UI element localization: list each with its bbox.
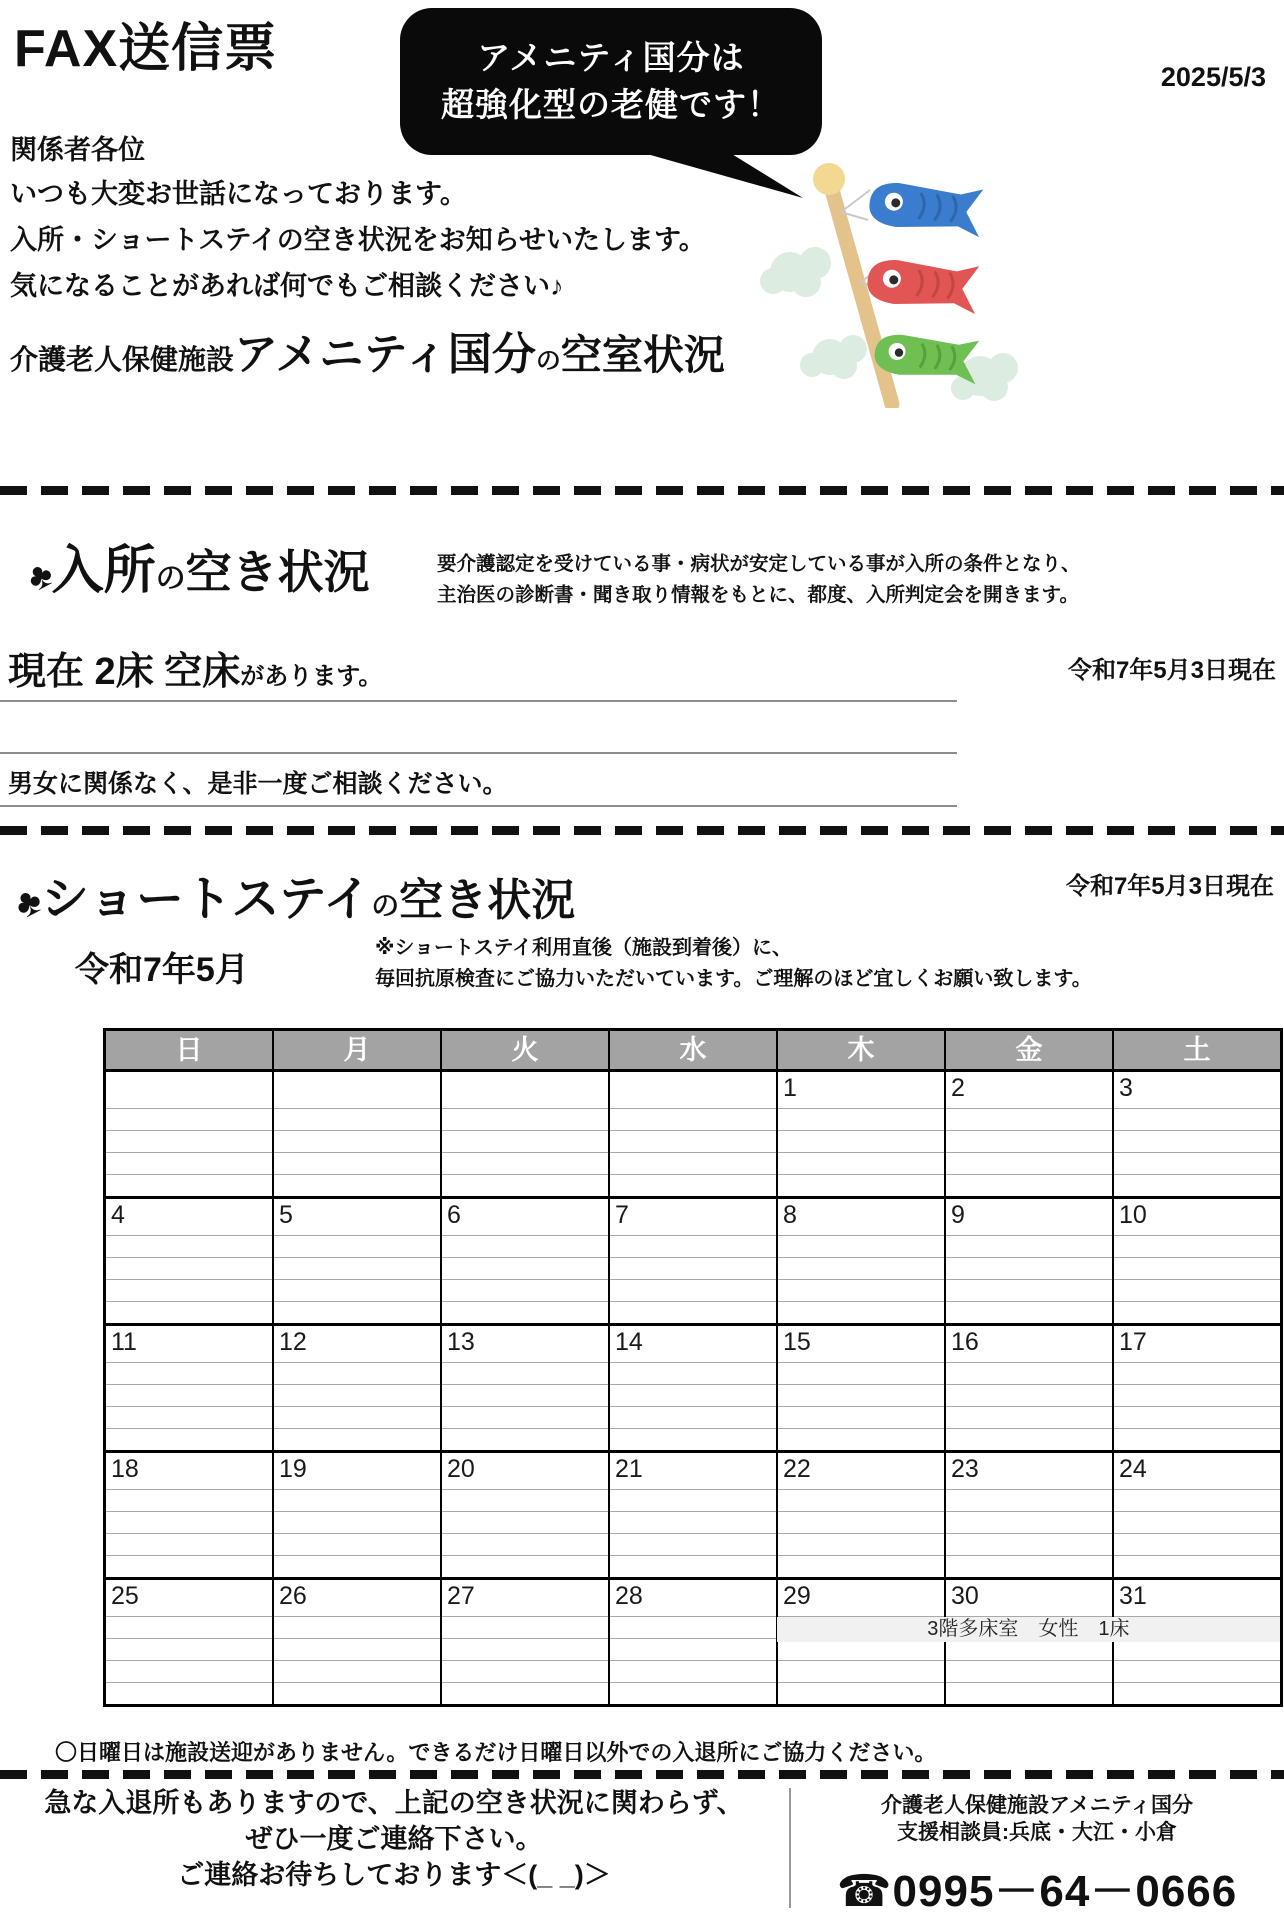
calendar-note-line [442, 1489, 608, 1511]
vacancy-suffix: があります。 [240, 663, 383, 690]
shortstay-heading-main: ショートステイ [40, 873, 372, 926]
calendar-note-line [1114, 1130, 1280, 1152]
calendar-note-line [946, 1555, 1112, 1577]
calendar-day-cell [440, 1326, 608, 1450]
calendar-day-cell [440, 1580, 608, 1704]
calendar-day-cell [272, 1453, 440, 1577]
calendar-week-row [106, 1450, 1280, 1577]
calendar-note-line [778, 1428, 944, 1450]
calendar-note-line [946, 1108, 1112, 1130]
calendar-note-line [610, 1511, 776, 1533]
calendar-note-line [778, 1555, 944, 1577]
calendar-note-line [442, 1235, 608, 1257]
calendar-note-line [106, 1682, 272, 1704]
calendar-note-line [442, 1152, 608, 1174]
calendar-day-cell [944, 1580, 1112, 1704]
calendar-note-line [778, 1384, 944, 1406]
admission-note: 男女に関係なく、是非一度ご相談ください。 [8, 770, 508, 798]
footer-facility-name: 介護老人保健施設アメニティ国分 [880, 1794, 1194, 1817]
calendar-day-cell [1112, 1326, 1280, 1450]
shortstay-note-line1: ※ショートステイ利用直後（施設到着後）に、 [375, 937, 793, 959]
calendar-note-line [1114, 1362, 1280, 1384]
calendar-note-line [442, 1257, 608, 1279]
shortstay-section-heading [7, 860, 576, 929]
calendar-day-cell [776, 1453, 944, 1577]
calendar-day-header: 土 [1112, 1031, 1280, 1069]
calendar-day-cell [106, 1326, 272, 1450]
speech-bubble-line1: アメニティ国分は [477, 39, 745, 77]
calendar-date-number: 11 [111, 1328, 137, 1356]
calendar-note-line [442, 1638, 608, 1660]
calendar-note-line [946, 1511, 1112, 1533]
admission-as-of-date: 令和7年5月3日現在 [1067, 657, 1276, 684]
speech-bubble [400, 8, 822, 155]
calendar-day-header: 火 [440, 1031, 608, 1069]
calendar-date-number: 10 [1119, 1201, 1147, 1229]
ruled-line-3 [0, 805, 957, 807]
calendar-note-line [610, 1384, 776, 1406]
calendar-note-line [1114, 1511, 1280, 1533]
calendar-note-line [442, 1384, 608, 1406]
calendar-day-cell [272, 1072, 440, 1196]
calendar-note-line [442, 1301, 608, 1323]
ruled-line-2 [0, 752, 957, 754]
admission-conditions-line2: 主治医の診断書・聞き取り情報をもとに、都度、入所判定会を開きます。 [437, 584, 1079, 607]
calendar-day-cell [106, 1453, 272, 1577]
calendar-week-row [106, 1323, 1280, 1450]
calendar-week-row [106, 1577, 1280, 1704]
calendar-note-line [946, 1384, 1112, 1406]
vacancy-count: 現在 2床 空床 [8, 651, 241, 693]
calendar-note-line [946, 1406, 1112, 1428]
calendar-note-line [106, 1533, 272, 1555]
calendar-note-line [778, 1152, 944, 1174]
calendar-day-cell [776, 1072, 944, 1196]
calendar-note-line [442, 1682, 608, 1704]
calendar-note-line [1114, 1257, 1280, 1279]
calendar-day-cell [608, 1580, 776, 1704]
clover-icon: ♣ [7, 878, 50, 928]
admission-heading-main: 入所 [51, 542, 156, 600]
calendar-date-number: 21 [615, 1455, 643, 1483]
calendar-note-line [946, 1489, 1112, 1511]
calendar-day-cell [1112, 1072, 1280, 1196]
calendar-day-cell [776, 1326, 944, 1450]
calendar-note-line [946, 1257, 1112, 1279]
calendar-note-line [442, 1406, 608, 1428]
red-carp [866, 257, 980, 314]
calendar-note-line [274, 1279, 440, 1301]
calendar-date-number: 14 [615, 1328, 643, 1356]
calendar-note-line [1114, 1301, 1280, 1323]
calendar-day-cell [944, 1199, 1112, 1323]
calendar-date-number: 22 [783, 1455, 811, 1483]
koinobori-svg [742, 150, 1027, 408]
calendar-note-line [778, 1511, 944, 1533]
calendar-date-number: 18 [111, 1455, 139, 1483]
footer-contact-message [0, 1786, 788, 1894]
calendar-note-line [778, 1301, 944, 1323]
calendar-note-line [778, 1533, 944, 1555]
calendar-day-header: 木 [776, 1031, 944, 1069]
footer-phone [790, 1855, 1284, 1919]
heading-particle: の [535, 347, 561, 375]
calendar-note-line [106, 1489, 272, 1511]
calendar-day-cell [440, 1072, 608, 1196]
calendar-note-line [106, 1257, 272, 1279]
calendar-header-row [106, 1031, 1280, 1069]
clover-icon: ♣ [19, 551, 60, 600]
calendar-day-cell [608, 1453, 776, 1577]
calendar-date-number: 9 [951, 1201, 965, 1229]
calendar-note-line [946, 1279, 1112, 1301]
dashed-divider-2 [0, 826, 1284, 835]
calendar-note-line [946, 1174, 1112, 1196]
footer-message-line2: ぜひ一度ご連絡下さい。 [245, 1823, 543, 1854]
calendar-note-line [274, 1108, 440, 1130]
calendar-note-line [106, 1130, 272, 1152]
calendar-body [106, 1069, 1280, 1704]
calendar-note-line [106, 1108, 272, 1130]
calendar-note-line [274, 1533, 440, 1555]
calendar-note-line [610, 1533, 776, 1555]
calendar-note-line [778, 1235, 944, 1257]
calendar-day-cell [608, 1072, 776, 1196]
admission-heading-particle: の [155, 562, 186, 595]
calendar-day-cell [944, 1326, 1112, 1450]
calendar-note-line [610, 1660, 776, 1682]
calendar-note-line [610, 1174, 776, 1196]
calendar-note-line [946, 1362, 1112, 1384]
page-title: FAX送信票 [14, 20, 278, 78]
calendar-note-line [1114, 1174, 1280, 1196]
calendar-note-line [274, 1301, 440, 1323]
calendar-note-line [442, 1174, 608, 1196]
calendar-note-line [106, 1511, 272, 1533]
calendar-note-line [946, 1428, 1112, 1450]
calendar-date-number: 7 [615, 1201, 629, 1229]
calendar-week-row [106, 1069, 1280, 1196]
calendar-note-line [274, 1235, 440, 1257]
admission-conditions-line1: 要介護認定を受けている事・病状が安定している事が入所の条件となり、 [437, 553, 1081, 575]
calendar-note-line [106, 1660, 272, 1682]
calendar-note-line [106, 1555, 272, 1577]
calendar-note-line [946, 1235, 1112, 1257]
calendar-note-line [274, 1362, 440, 1384]
calendar-note-line [778, 1660, 944, 1682]
calendar-annotation: 3階多床室 女性 1床 [777, 1617, 1280, 1642]
calendar-note-line [1114, 1489, 1280, 1511]
calendar-day-header: 日 [175, 1035, 203, 1065]
calendar-note-line [610, 1130, 776, 1152]
calendar-note-line [1114, 1279, 1280, 1301]
calendar-date-number: 29 [783, 1582, 811, 1610]
admission-vacancy-status [8, 640, 382, 695]
calendar-day-cell [776, 1199, 944, 1323]
admission-conditions [437, 549, 1081, 611]
calendar-note-line [442, 1660, 608, 1682]
calendar-note-line [1114, 1235, 1280, 1257]
calendar-day-cell [272, 1580, 440, 1704]
calendar-note-line [610, 1489, 776, 1511]
dashed-divider-3 [0, 1770, 1284, 1779]
calendar-note-line [1114, 1682, 1280, 1704]
calendar-day-cell [1112, 1199, 1280, 1323]
calendar-note-line [274, 1555, 440, 1577]
heading-suffix: 空室状況 [560, 332, 725, 378]
calendar-note-line [946, 1682, 1112, 1704]
calendar-note-line [610, 1428, 776, 1450]
calendar-note-line [274, 1660, 440, 1682]
shortstay-heading-suffix: 空き状況 [399, 876, 576, 925]
shortstay-note [375, 933, 1092, 995]
calendar-note-line [610, 1406, 776, 1428]
calendar-note-line [610, 1279, 776, 1301]
calendar-note-line [442, 1108, 608, 1130]
calendar-note-line [778, 1279, 944, 1301]
calendar-note-line [274, 1616, 440, 1638]
calendar-note-line [1114, 1555, 1280, 1577]
shortstay-calendar [103, 1028, 1283, 1707]
calendar-note-line [442, 1533, 608, 1555]
calendar-date-number: 15 [783, 1328, 811, 1356]
calendar-date-number [442, 1072, 608, 1108]
calendar-day-header: 水 [608, 1031, 776, 1069]
footer-facility-info [790, 1792, 1284, 1919]
calendar-date-number: 20 [447, 1455, 475, 1483]
calendar-note-line [442, 1555, 608, 1577]
calendar-note-line [274, 1682, 440, 1704]
calendar-note-line [610, 1152, 776, 1174]
calendar-note-line [946, 1660, 1112, 1682]
calendar-note-line [442, 1130, 608, 1152]
calendar-date-number: 5 [279, 1201, 293, 1229]
phone-number: 0995－64－0666 [892, 1866, 1238, 1916]
calendar-note-line [106, 1384, 272, 1406]
calendar-note-line [610, 1362, 776, 1384]
calendar-date-number: 13 [447, 1328, 475, 1356]
calendar-footnote: 〇日曜日は施設送迎がありません。できるだけ日曜日以外での入退所にご協力ください。 [55, 1740, 937, 1765]
calendar-date-number: 30 [951, 1582, 979, 1610]
calendar-note-line [610, 1257, 776, 1279]
calendar-day-header: 金 [944, 1031, 1112, 1069]
calendar-day-header: 月 [272, 1031, 440, 1069]
calendar-note-line [610, 1235, 776, 1257]
calendar-note-line [946, 1152, 1112, 1174]
calendar-date-number: 1 [783, 1074, 797, 1102]
shortstay-as-of-date: 令和7年5月3日現在 [1065, 873, 1274, 900]
calendar-date-number: 31 [1119, 1582, 1147, 1610]
footer-staff-names: 支援相談員:兵底・大江・小倉 [897, 1821, 1177, 1845]
pole-ball [813, 163, 845, 195]
calendar-note-line [274, 1638, 440, 1660]
calendar-date-number: 17 [1119, 1328, 1147, 1356]
calendar-note-line [274, 1174, 440, 1196]
calendar-note-line [274, 1511, 440, 1533]
facility-type-label: 介護老人保健施設 [10, 344, 235, 375]
calendar-note-line [106, 1362, 272, 1384]
calendar-note-line [106, 1406, 272, 1428]
calendar-note-line [442, 1616, 608, 1638]
calendar-note-line [442, 1279, 608, 1301]
calendar-day-cell [776, 1580, 944, 1704]
calendar-note-line [106, 1174, 272, 1196]
calendar-date-number: 3 [1119, 1074, 1133, 1102]
calendar-note-line [274, 1428, 440, 1450]
calendar-date-number [610, 1072, 776, 1108]
calendar-note-line [778, 1130, 944, 1152]
calendar-date-number: 12 [279, 1328, 307, 1356]
shortstay-heading-particle: の [371, 890, 400, 921]
calendar-day-cell [1112, 1580, 1280, 1704]
calendar-note-line [274, 1384, 440, 1406]
greeting-line2: 入所・ショートステイの空き状況をお知らせいたします。 [10, 225, 706, 255]
calendar-note-line [610, 1638, 776, 1660]
calendar-note-line [778, 1108, 944, 1130]
calendar-note-line [442, 1362, 608, 1384]
calendar-note-line [778, 1682, 944, 1704]
blue-carp [868, 180, 984, 238]
calendar-date-number: 8 [783, 1201, 797, 1229]
calendar-note-line [1114, 1152, 1280, 1174]
calendar-date-number: 27 [447, 1582, 475, 1610]
calendar-note-line [946, 1130, 1112, 1152]
calendar-note-line [106, 1152, 272, 1174]
greeting-line1: いつも大変お世話になっております。 [10, 179, 467, 209]
footer-message-line3: ご連絡お待ちしております＜(_ _)＞ [177, 1859, 611, 1890]
calendar-day-cell [944, 1072, 1112, 1196]
calendar-date-number: 19 [279, 1455, 307, 1483]
calendar-note-line [778, 1489, 944, 1511]
speech-bubble-line2: 超強化型の老健です！ [441, 85, 781, 123]
calendar-note-line [946, 1301, 1112, 1323]
calendar-week-row [106, 1196, 1280, 1323]
calendar-day-cell [106, 1580, 272, 1704]
calendar-note-line [1114, 1384, 1280, 1406]
calendar-note-line [106, 1428, 272, 1450]
calendar-month-label: 令和7年5月 [75, 951, 249, 989]
calendar-day-cell [608, 1326, 776, 1450]
calendar-day-cell [106, 1072, 272, 1196]
dashed-divider-1 [0, 486, 1284, 495]
calendar-note-line [442, 1428, 608, 1450]
calendar-day-cell [1112, 1453, 1280, 1577]
calendar-date-number: 16 [951, 1328, 979, 1356]
calendar-note-line [1114, 1533, 1280, 1555]
ruled-line-1 [0, 700, 957, 702]
calendar-date-number: 4 [111, 1201, 125, 1229]
calendar-note-line [946, 1533, 1112, 1555]
calendar-note-line [778, 1406, 944, 1428]
calendar-note-line [610, 1108, 776, 1130]
calendar-note-line [274, 1257, 440, 1279]
phone-icon: ☎ [836, 1866, 893, 1916]
calendar-date-number [106, 1072, 272, 1108]
calendar-day-cell [440, 1453, 608, 1577]
calendar-note-line [106, 1301, 272, 1323]
shortstay-note-line2: 毎回抗原検査にご協力いただいています。ご理解のほど宜しくお願い致します。 [375, 968, 1092, 990]
greeting-line3: 気になることがあれば何でもご相談ください♪ [10, 271, 564, 301]
calendar-note-line [274, 1489, 440, 1511]
greeting-addressee: 関係者各位 [10, 135, 145, 165]
calendar-date-number: 2 [951, 1074, 965, 1102]
calendar-day-cell [608, 1199, 776, 1323]
calendar-note-line [610, 1682, 776, 1704]
calendar-note-line [610, 1616, 776, 1638]
calendar-note-line [778, 1174, 944, 1196]
admission-heading-suffix: 空き状況 [185, 546, 370, 598]
koinobori-illustration [742, 150, 1027, 408]
calendar-date-number: 25 [111, 1582, 139, 1610]
calendar-note-line [778, 1257, 944, 1279]
calendar-note-line [106, 1279, 272, 1301]
calendar-note-line [778, 1362, 944, 1384]
calendar-date-number: 26 [279, 1582, 307, 1610]
calendar-date-number: 28 [615, 1582, 643, 1610]
document-date: 2025/5/3 [1160, 62, 1266, 92]
facility-name: アメニティ国分 [234, 330, 536, 379]
footer-message-line1: 急な入退所もありますので、上記の空き状況に関わらず、 [44, 1788, 744, 1818]
calendar-note-line [106, 1638, 272, 1660]
calendar-note-line [106, 1616, 272, 1638]
calendar-note-line [442, 1511, 608, 1533]
calendar-note-line [1114, 1406, 1280, 1428]
calendar-note-line [106, 1235, 272, 1257]
calendar-date-number: 23 [951, 1455, 979, 1483]
calendar-note-line [274, 1152, 440, 1174]
calendar-day-cell [272, 1199, 440, 1323]
calendar-note-line [610, 1555, 776, 1577]
facility-vacancy-heading [10, 318, 725, 382]
calendar-date-number: 24 [1119, 1455, 1147, 1483]
calendar-note-line [1114, 1108, 1280, 1130]
calendar-note-line [1114, 1660, 1280, 1682]
calendar-note-line [274, 1130, 440, 1152]
admission-section-heading [19, 528, 370, 603]
calendar-note-line [1114, 1428, 1280, 1450]
calendar-date-number: 6 [447, 1201, 461, 1229]
calendar-date-number [274, 1072, 440, 1108]
calendar-day-cell [272, 1326, 440, 1450]
calendar-note-line [610, 1301, 776, 1323]
calendar-note-line [274, 1406, 440, 1428]
calendar-day-cell [106, 1199, 272, 1323]
calendar-day-cell [440, 1199, 608, 1323]
calendar-day-cell [944, 1453, 1112, 1577]
